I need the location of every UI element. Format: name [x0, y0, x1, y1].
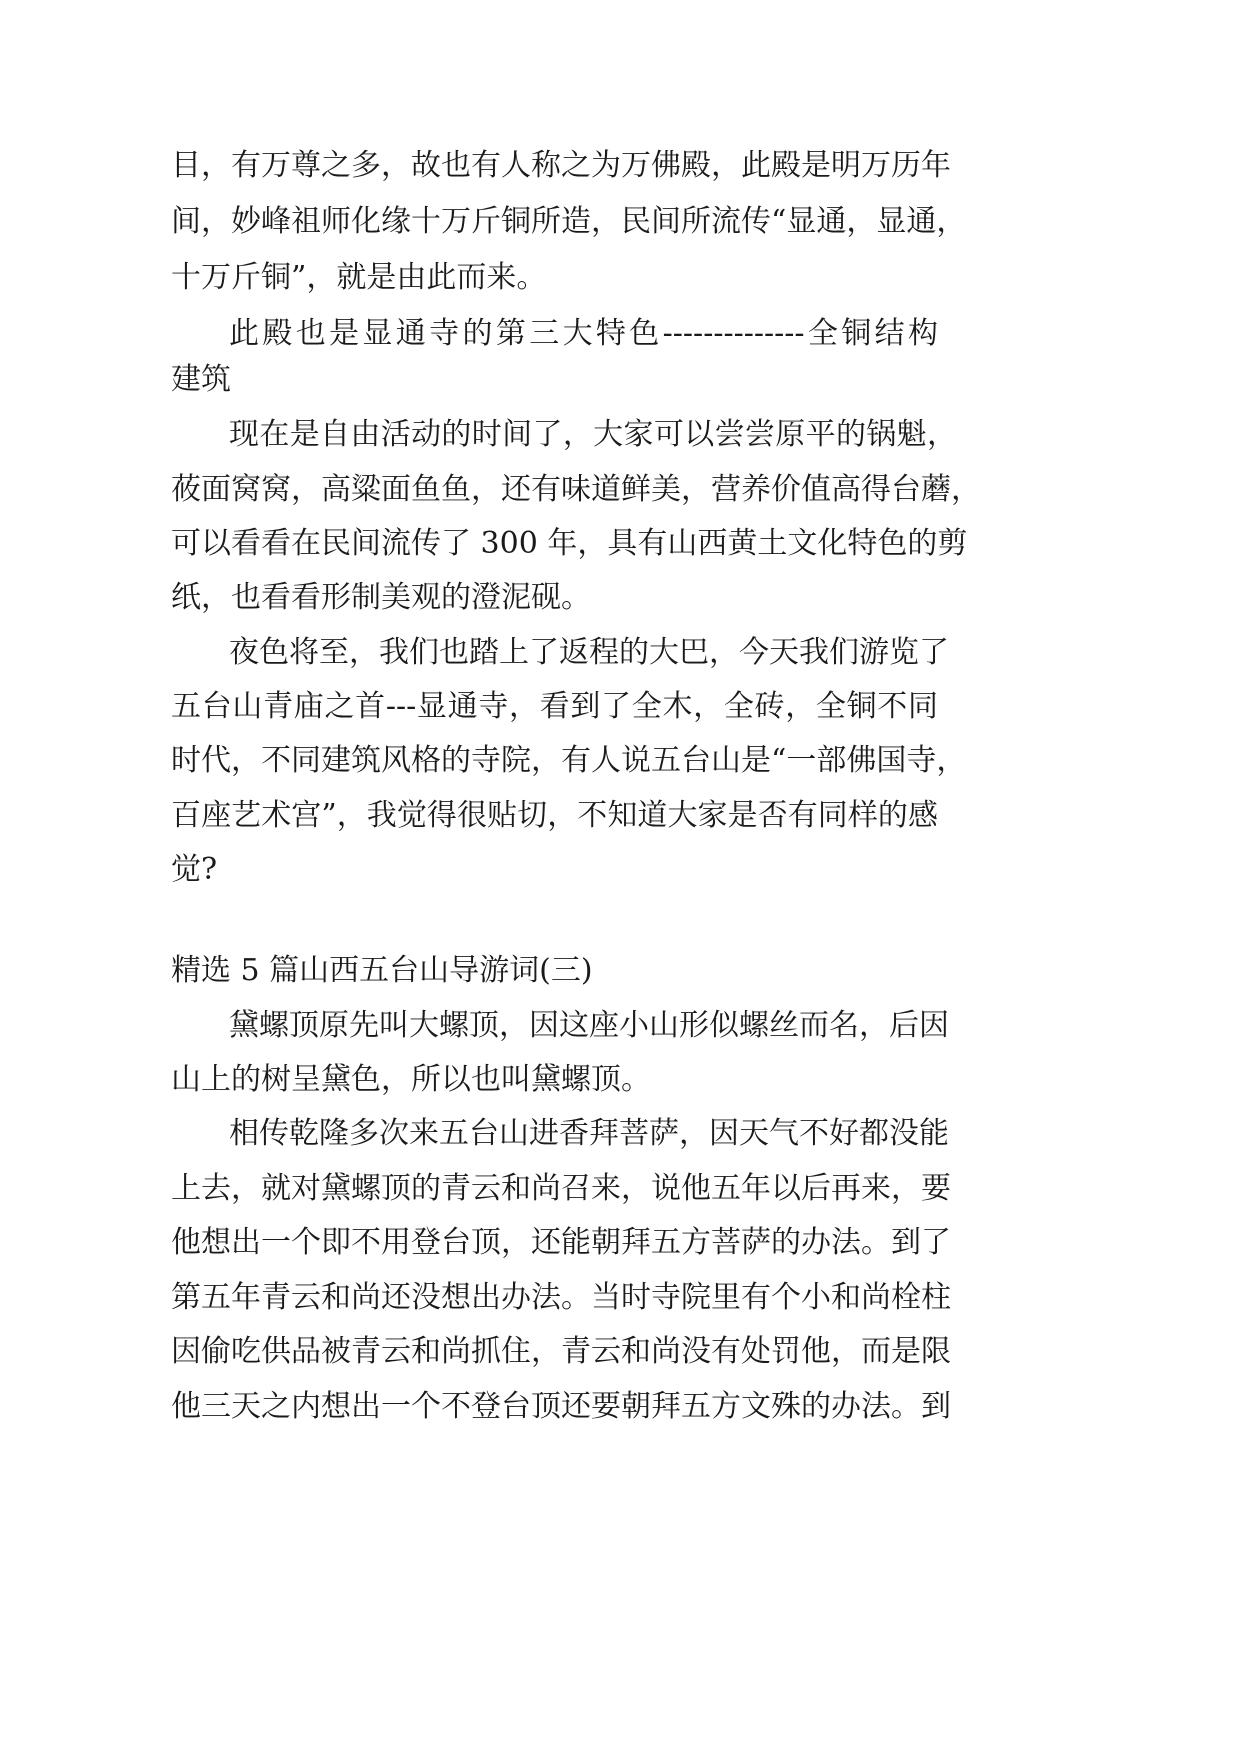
- line-text: 山上的树呈黛色，所以也叫黛螺顶。: [171, 1062, 651, 1097]
- line-text: 时代，不同建筑风格的寺院，有人说五台山是“一部佛国寺，: [171, 743, 967, 778]
- text-line: [0, 568, 1241, 628]
- line-text: 十万斤铜”，就是由此而来。: [171, 260, 547, 295]
- text-line: [0, 996, 1241, 1056]
- section-heading: [0, 941, 1241, 1001]
- heading-text: 精选 5 篇山西五台山导游词(三): [171, 953, 593, 988]
- text-line: [0, 1377, 1241, 1437]
- text-line: [0, 1159, 1241, 1219]
- text-line: [0, 248, 1241, 308]
- text-line: [0, 677, 1241, 737]
- line-text: 夜色将至，我们也踏上了返程的大巴，今天我们游览了: [229, 635, 949, 670]
- text-line: [0, 840, 1241, 900]
- line-text: 上去，就对黛螺顶的青云和尚召来，说他五年以后再来，要: [171, 1171, 951, 1206]
- line-text: 五台山青庙之首---显通寺，看到了全木，全砖，全铜不同: [171, 689, 938, 724]
- line-text: 建筑: [171, 362, 231, 397]
- line-text: 莜面窝窝，高粱面鱼鱼，还有味道鲜美，营养价值高得台蘑，: [171, 472, 981, 507]
- line-text: 目，有万尊之多，故也有人称之为万佛殿，此殿是明万历年: [171, 148, 951, 183]
- line-text: 因偷吃供品被青云和尚抓住，青云和尚没有处罚他，而是限: [171, 1334, 951, 1369]
- text-line: [0, 136, 1241, 196]
- text-line: [0, 731, 1241, 791]
- text-line: [0, 460, 1241, 520]
- text-line: [0, 514, 1241, 574]
- text-line: [0, 623, 1241, 683]
- text-line: [0, 1213, 1241, 1273]
- line-text: 觉?: [171, 852, 218, 887]
- text-line: [0, 1322, 1241, 1382]
- line-text: 相传乾隆多次来五台山进香拜菩萨，因天气不好都没能: [229, 1116, 949, 1151]
- line-text: 现在是自由活动的时间了，大家可以尝尝原平的锅魁，: [229, 417, 957, 452]
- text-line: [0, 192, 1241, 252]
- line-text: 百座艺术宫”，我觉得很贴切，不知道大家是否有同样的感: [171, 798, 938, 833]
- line-text: 他三天之内想出一个不登台顶还要朝拜五方文殊的办法。到: [171, 1389, 951, 1424]
- text-line: [0, 1050, 1241, 1110]
- text-line: [0, 405, 1241, 465]
- line-text: 他想出一个即不用登台顶，还能朝拜五方菩萨的办法。到了: [171, 1225, 951, 1260]
- line-text: 间，妙峰祖师化缘十万斤铜所造，民间所流传“显通，显通，: [171, 204, 967, 239]
- line-text: 纸，也看看形制美观的澄泥砚。: [171, 580, 591, 615]
- line-text: 第五年青云和尚还没想出办法。当时寺院里有个小和尚栓柱: [171, 1280, 951, 1315]
- line-text: 黛螺顶原先叫大螺顶，因这座小山形似螺丝而名，后因: [229, 1008, 949, 1043]
- line-text: 此殿也是显通寺的第三大特色--------------全铜结构: [229, 316, 938, 351]
- line-text: 可以看看在民间流传了 300 年，具有山西黄土文化特色的剪: [171, 526, 968, 561]
- text-line: [0, 1104, 1241, 1164]
- text-line: [0, 1268, 1241, 1328]
- text-line: [0, 786, 1241, 846]
- text-line: [0, 350, 1241, 410]
